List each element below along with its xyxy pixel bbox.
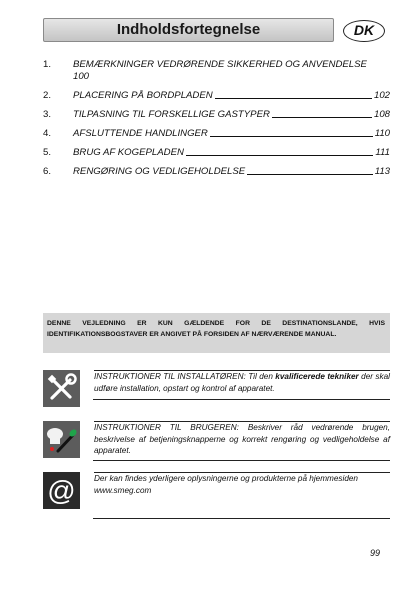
toc-item-6[interactable] (43, 166, 390, 177)
toc-page: 110 (374, 128, 390, 139)
toc-title: PLACERING PÅ BORDPLADEN (73, 90, 213, 101)
toc-leader-line (215, 98, 372, 99)
toc-number: 1. (43, 59, 52, 70)
toc-number: 3. (43, 109, 52, 120)
toc-item-3[interactable] (43, 109, 390, 120)
chef-hat-spoon-icon (43, 421, 80, 458)
toc-item-1[interactable] (43, 59, 390, 83)
installer-text-box (93, 370, 390, 400)
toc-item-4[interactable] (43, 128, 390, 139)
svg-text:@: @ (47, 475, 76, 506)
installer-text-emphasis: kvalificerede tekniker (275, 372, 359, 381)
toc-page: 111 (375, 147, 390, 158)
website-text: Der kan findes yderligere oplysningerne og produkterne på hjemmesiden (94, 474, 358, 483)
page-number: 99 (370, 548, 381, 558)
toc-title: BRUG AF KOGEPLADEN (73, 147, 184, 158)
toc-item-2[interactable] (43, 90, 390, 101)
installer-text-rest: der skal udføre installation, opstart og kontrol af apparatet. (94, 372, 390, 393)
table-of-contents (43, 59, 390, 185)
user-text-box (93, 421, 390, 461)
tools-icon (43, 370, 80, 407)
toc-number: 5. (43, 147, 52, 158)
toc-leader-line (247, 174, 373, 175)
toc-page: 100 (73, 71, 90, 82)
toc-body (73, 59, 367, 83)
toc-leader-line (272, 117, 372, 118)
toc-title: AFSLUTTENDE HANDLINGER (73, 128, 208, 139)
destination-notice: DENNE VEJLEDNING ER KUN GÆLDENDE FOR DE DESTINATIONSLANDE, HVIS IDENTIFIKATIONSBOGSTAVER ER ANGIVET PÅ FORSIDEN AF NÆRVÆRENDE MANUAL. (43, 313, 390, 353)
toc-title: BEMÆRKNINGER VEDRØRENDE SIKKERHED OG ANVENDELSE (73, 59, 367, 70)
website-text-box (93, 472, 390, 519)
toc-page: 102 (373, 90, 390, 101)
toc-leader-line (210, 136, 373, 137)
at-sign-icon (43, 472, 80, 509)
toc-number: 4. (43, 128, 52, 139)
toc-leader-line (186, 155, 374, 156)
toc-page: 113 (374, 166, 390, 177)
language-badge (343, 20, 385, 42)
toc-item-5[interactable] (43, 147, 390, 158)
toc-title: TILPASNING TIL FORSKELLIGE GASTYPER (73, 109, 270, 120)
toc-number: 6. (43, 166, 52, 177)
installer-text: INSTRUKTIONER TIL INSTALLATØREN: Til den (94, 372, 276, 381)
website-link[interactable]: www.smeg.com (94, 485, 152, 495)
language-code: DK (353, 22, 375, 38)
user-text: INSTRUKTIONER TIL BRUGEREN: Beskriver råd vedrørende brugen, beskrivelse af betjeningsknapperne og korrekt rengøring og vedligeholdelse af apparatet. (94, 423, 390, 455)
toc-number: 2. (43, 90, 52, 101)
page-title: Indholdsfortegnelse (116, 21, 261, 38)
page-title-bar (43, 18, 334, 42)
toc-title: RENGØRING OG VEDLIGEHOLDELSE (73, 166, 246, 177)
toc-page: 108 (373, 109, 390, 120)
